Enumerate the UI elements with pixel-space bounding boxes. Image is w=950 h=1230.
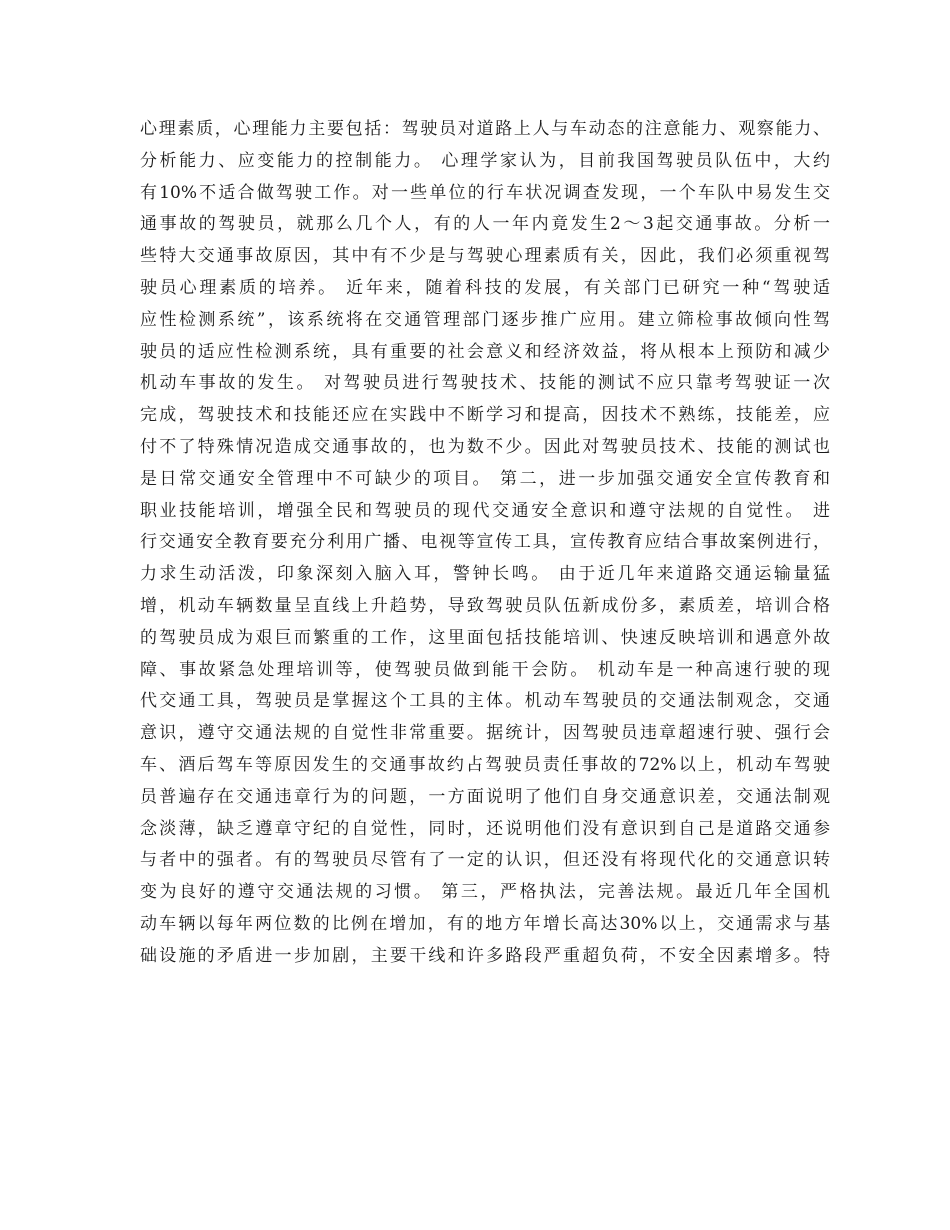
text-line: 障、事故紧急处理培训等，使驾驶员做到能干会防。 机动车是一种高速行驶的现	[140, 659, 830, 680]
text-line: 些特大交通事故原因，其中有不少是与驾驶心理素质有关，因此，我们必须重视驾	[140, 246, 830, 267]
text-line: 的驾驶员成为艰巨而繁重的工作，这里面包括技能培训、快速反映培训和遇意外故	[140, 627, 830, 648]
text-line: 应性检测系统”，该系统将在交通管理部门逐步推广应用。建立筛检事故倾向性驾	[140, 309, 830, 330]
text-line: 机动车事故的发生。 对驾驶员进行驾驶技术、技能的测试不应只靠考驾驶证一次	[140, 373, 830, 394]
text-line: 车、酒后驾车等原因发生的交通事故约占驾驶员责任事故的72%以上，机动车驾驶	[140, 754, 830, 775]
text-line: 心理素质，心理能力主要包括：驾驶员对道路上人与车动态的注意能力、观察能力、	[140, 119, 830, 139]
text-line: 付不了特殊情况造成交通事故的，也为数不少。因此对驾驶员技术、技能的测试也	[140, 436, 830, 457]
text-line: 行交通安全教育要充分利用广播、电视等宣传工具，宣传教育应结合事故案例进行，	[140, 532, 830, 553]
text-line: 完成，驾驶技术和技能还应在实践中不断学习和提高，因技术不熟练，技能差，应	[140, 405, 830, 426]
text-line: 分析能力、应变能力的控制能力。 心理学家认为，目前我国驾驶员队伍中，大约	[140, 150, 830, 171]
text-line: 变为良好的遵守交通法规的习惯。 第三，严格执法，完善法规。最近几年全国机	[140, 882, 830, 903]
text-line: 础设施的矛盾进一步加剧，主要干线和许多路段严重超负荷，不安全因素增多。特	[140, 945, 830, 966]
text-line: 通事故的驾驶员，就那么几个人，有的人一年内竟发生2～3起交通事故。分析一	[140, 214, 830, 235]
text-line: 代交通工具，驾驶员是掌握这个工具的主体。机动车驾驶员的交通法制观念，交通	[140, 691, 830, 712]
text-line: 增，机动车辆数量呈直线上升趋势，导致驾驶员队伍新成份多，素质差，培训合格	[140, 595, 830, 616]
text-line: 是日常交通安全管理中不可缺少的项目。 第二，进一步加强交通安全宣传教育和	[140, 468, 830, 489]
text-line: 驶员心理素质的培养。 近年来，随着科技的发展，有关部门已研究一种“驾驶适	[140, 277, 830, 298]
text-line: 驶员的适应性检测系统，具有重要的社会意义和经济效益，将从根本上预防和减少	[140, 341, 830, 362]
text-line: 职业技能培训，增强全民和驾驶员的现代交通安全意识和遵守法规的自觉性。 进	[140, 500, 830, 521]
text-line: 有10%不适合做驾驶工作。对一些单位的行车状况调查发现，一个车队中易发生交	[140, 182, 830, 203]
text-line: 念淡薄，缺乏遵章守纪的自觉性，同时，还说明他们没有意识到自己是道路交通参	[140, 818, 830, 839]
body-text	[140, 114, 830, 973]
text-line: 员普遍存在交通违章行为的问题，一方面说明了他们自身交通意识差，交通法制观	[140, 786, 830, 807]
text-line: 动车辆以每年两位数的比例在增加，有的地方年增长高达30%以上，交通需求与基	[140, 913, 830, 934]
text-line: 意识，遵守交通法规的自觉性非常重要。据统计，因驾驶员违章超速行驶、强行会	[140, 723, 830, 744]
text-line: 与者中的强者。有的驾驶员尽管有了一定的认识，但还没有将现代化的交通意识转	[140, 850, 830, 871]
text-line: 力求生动活泼，印象深刻入脑入耳，警钟长鸣。 由于近几年来道路交通运输量猛	[140, 564, 830, 585]
